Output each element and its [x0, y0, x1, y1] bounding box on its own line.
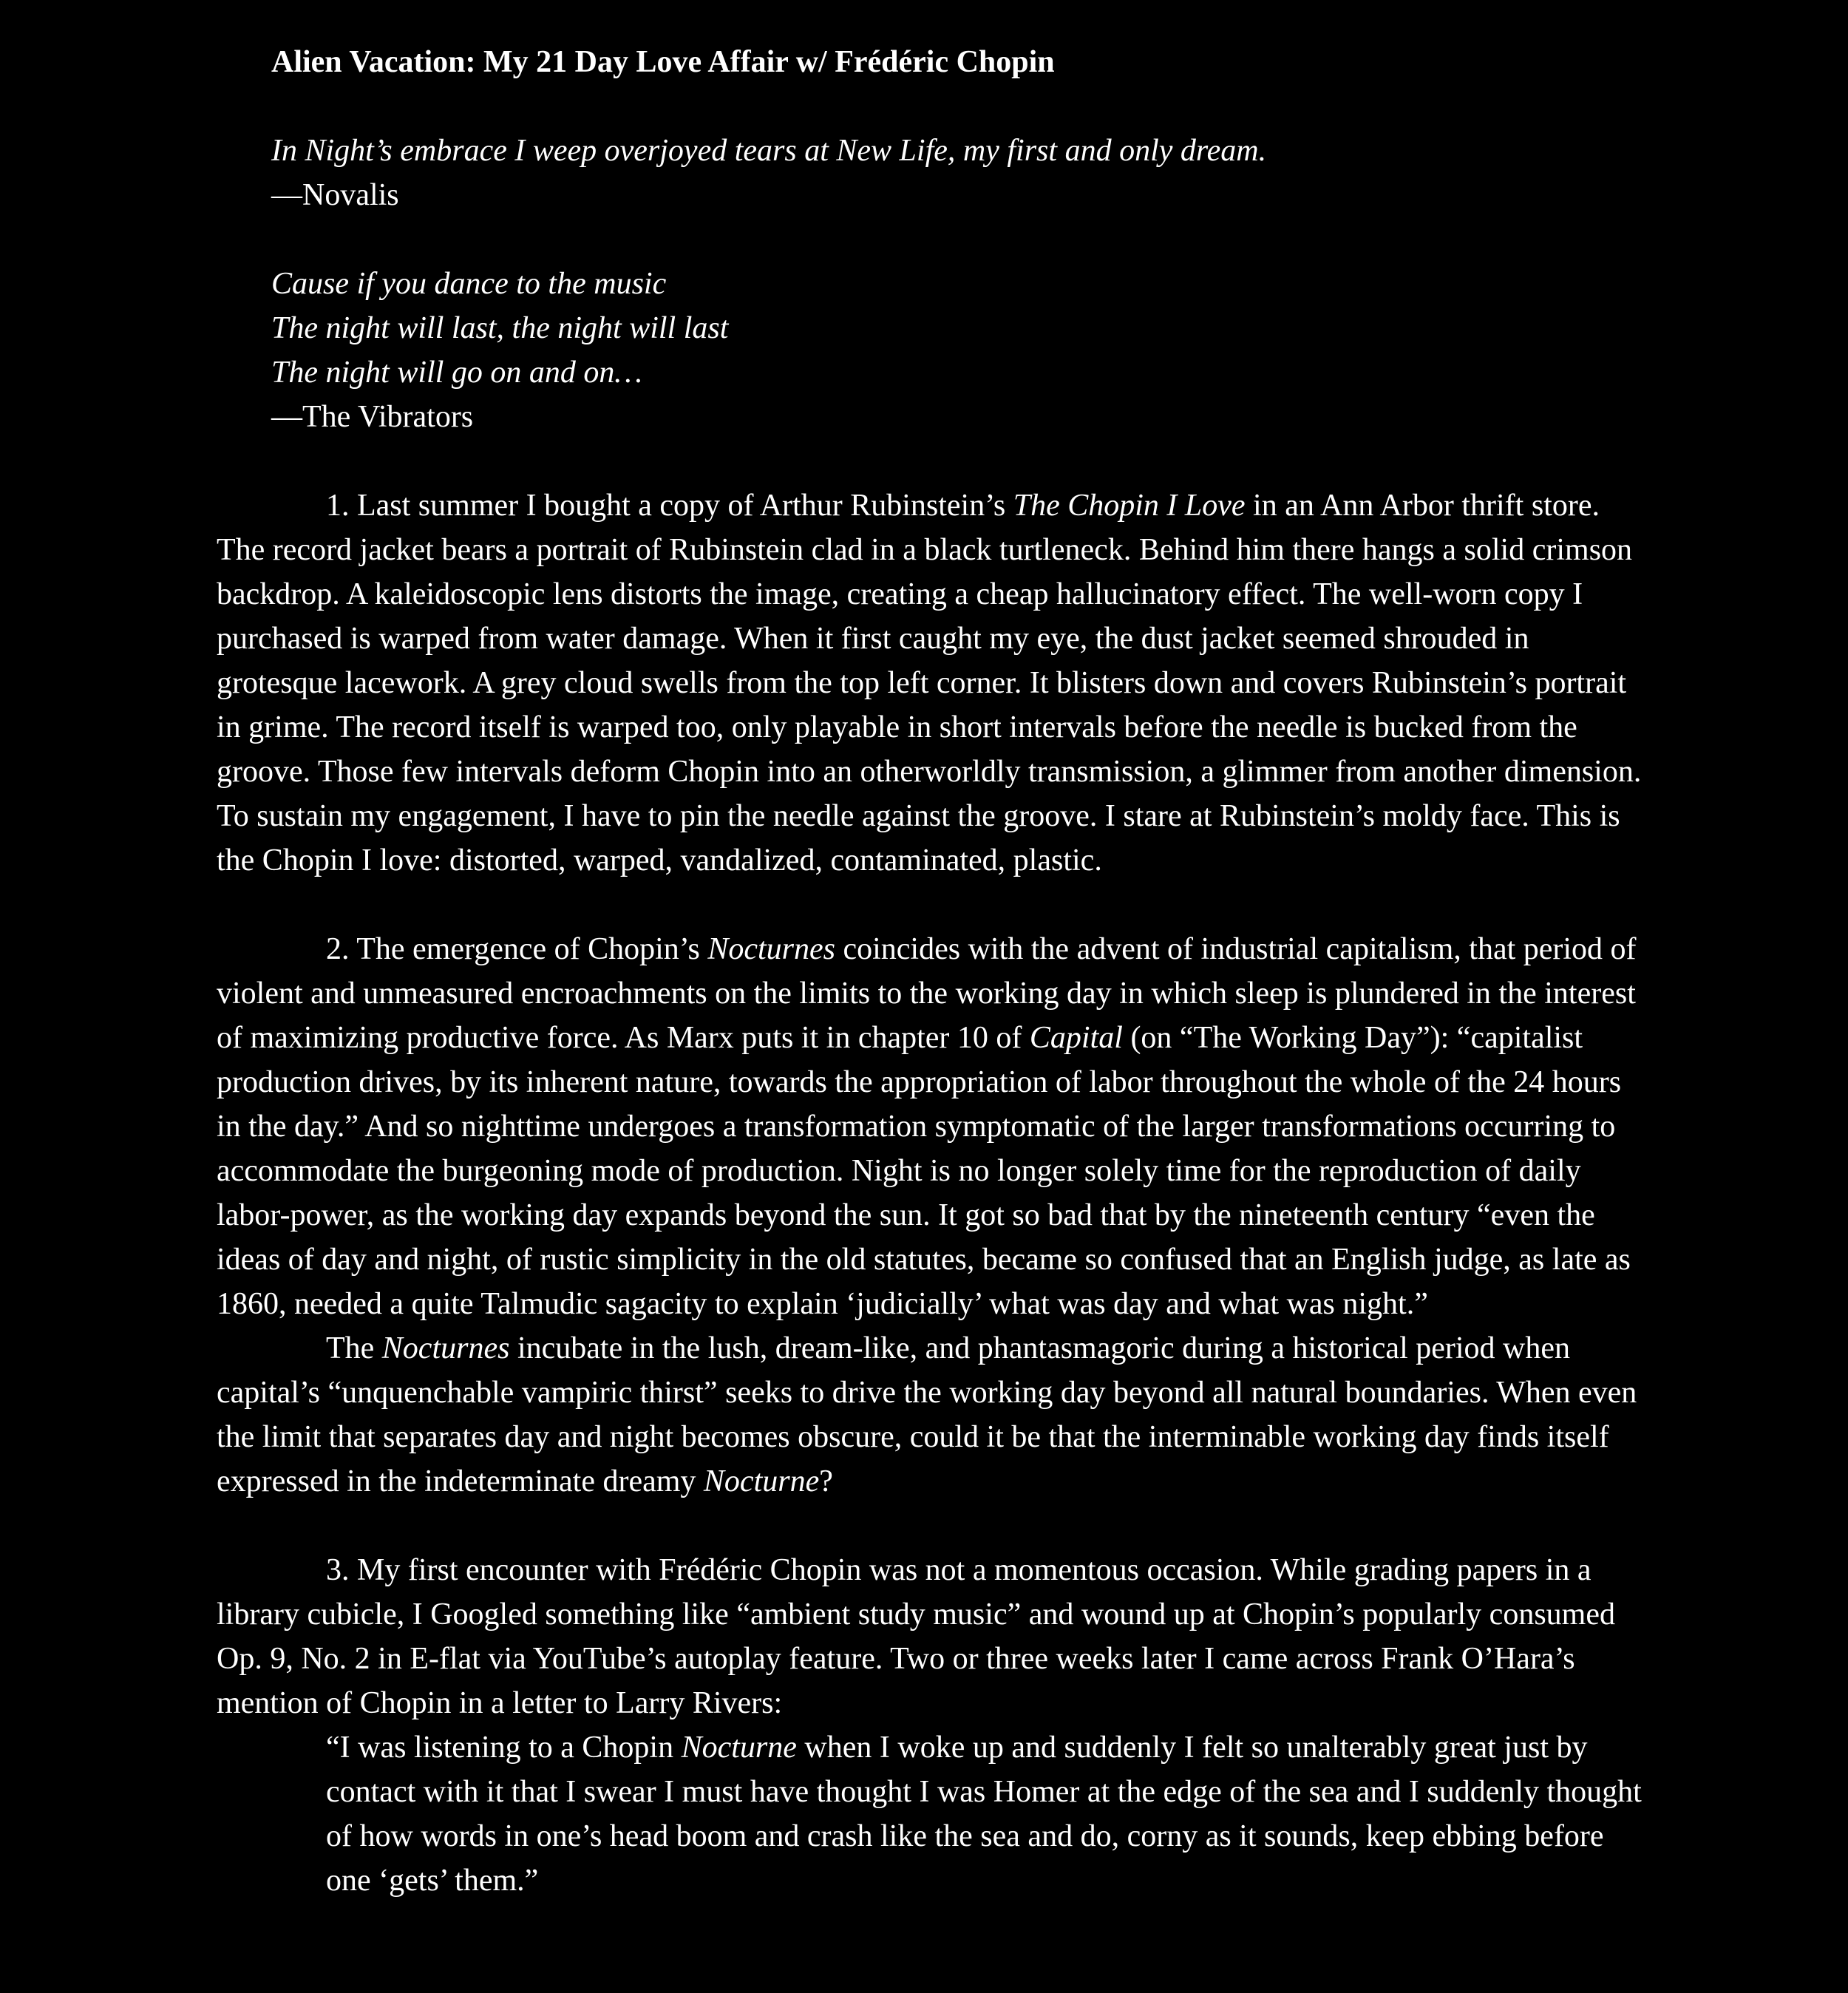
italic-title: Nocturne — [703, 1464, 820, 1498]
text-run: coincides with the advent of industrial capitalism, that period of violent and unmeasured encroachments on the limits to the working day in which sleep is plundered in the interest of maximizing productive force. As Marx puts it in chapter 10 of — [217, 932, 1637, 1055]
text-run: incubate in the lush, dream-like, and phantasmagoric during a historical period when capital’s “unquenchable vampiric thirst” seeks to drive the working day beyond all natural boundaries. When even the limit that separates day and night becomes obscure, could it be that the interminable working day finds itself expressed in the indeterminate dreamy — [217, 1331, 1637, 1498]
paragraph-2-continued — [217, 1326, 1643, 1504]
italic-title: The Chopin I Love — [1013, 489, 1246, 523]
italic-title: Nocturne — [681, 1731, 797, 1765]
epigraph-novalis — [271, 129, 1643, 217]
epigraph-line: Cause if you dance to the music — [271, 267, 667, 301]
text-run: when I woke up and suddenly I felt so unalterably great just by contact with it that I swear I must have thought I was Homer at the edge of the sea and I suddenly thought of how words in one’s head boom and crash like the sea and do, corny as it sounds, keep ebbing before one ‘gets’ them.” — [326, 1731, 1642, 1898]
text-run: The — [326, 1331, 382, 1365]
document-page — [217, 40, 1643, 1903]
epigraph-attribution: —The Vibrators — [271, 400, 474, 434]
italic-title: Nocturnes — [707, 932, 835, 966]
text-run: 1. Last summer I bought a copy of Arthur Rubinstein’s — [326, 489, 1013, 523]
block-quote — [326, 1725, 1643, 1903]
epigraph-line: The night will go on and on… — [271, 356, 642, 390]
paragraph-1 — [217, 483, 1643, 883]
text-run: ? — [819, 1464, 833, 1498]
text-run: 2. The emergence of Chopin’s — [326, 932, 708, 966]
text-run: in an Ann Arbor thrift store. The record jacket bears a portrait of Rubinstein clad in a black turtleneck. Behind him there hangs a solid crimson backdrop. A kaleidoscopic lens distorts the image, creating a cheap hallucinatory effect. The well-worn copy I purchased is warped from water damage. When it first caught my eye, the dust jacket seemed shrouded in grotesque lacework. A grey cloud swells from the top left corner. It blisters down and covers Rubinstein’s portrait in grime. The record itself is warped too, only playable in short intervals before the needle is bucked from the groove. Those few intervals deform Chopin into an otherworldly transmission, a glimmer from another dimension. To sustain my engagement, I have to pin the needle against the groove. I stare at Rubinstein’s moldy face. This is the Chopin I love: distorted, warped, vandalized, contaminated, plastic. — [217, 489, 1642, 877]
text-run: “I was listening to a Chopin — [326, 1731, 682, 1765]
text-run: 3. My first encounter with Frédéric Chopin was not a momentous occasion. While grading papers in a library cubicle, I Googled something like “ambient study music” and wound up at Chopin’s popularly consumed Op. 9, No. 2 in E-flat via YouTube’s autoplay feature. Two or three weeks later I came across Frank O’Hara’s mention of Chopin in a letter to Larry Rivers: — [217, 1553, 1615, 1720]
epigraph-line: The night will last, the night will last — [271, 311, 729, 345]
epigraph-line: In Night’s embrace I weep overjoyed tears at New Life, my first and only dream. — [271, 134, 1267, 168]
italic-title: Nocturnes — [381, 1331, 510, 1365]
epigraph-vibrators — [271, 262, 1643, 439]
italic-title: Capital — [1029, 1021, 1123, 1055]
paragraph-2 — [217, 927, 1643, 1326]
epigraph-attribution: —Novalis — [271, 178, 399, 212]
paragraph-3 — [217, 1548, 1643, 1725]
text-run: (on “The Working Day”): “capitalist production drives, by its inherent nature, towards the appropriation of labor throughout the whole of the 24 hours in the day.” And so nighttime undergoes a transformation symptomatic of the larger transformations occurring to accommodate the burgeoning mode of production. Night is no longer solely time for the reproduction of daily labor-power, as the working day expands beyond the sun. It got so bad that by the nineteenth century “even the ideas of day and night, of rustic simplicity in the old statutes, became so confused that an English judge, as late as 1860, needed a quite Talmudic sagacity to explain ‘judicially’ what was day and what was night.” — [217, 1021, 1631, 1321]
document-title: Alien Vacation: My 21 Day Love Affair w/ Frédéric Chopin — [271, 45, 1055, 79]
